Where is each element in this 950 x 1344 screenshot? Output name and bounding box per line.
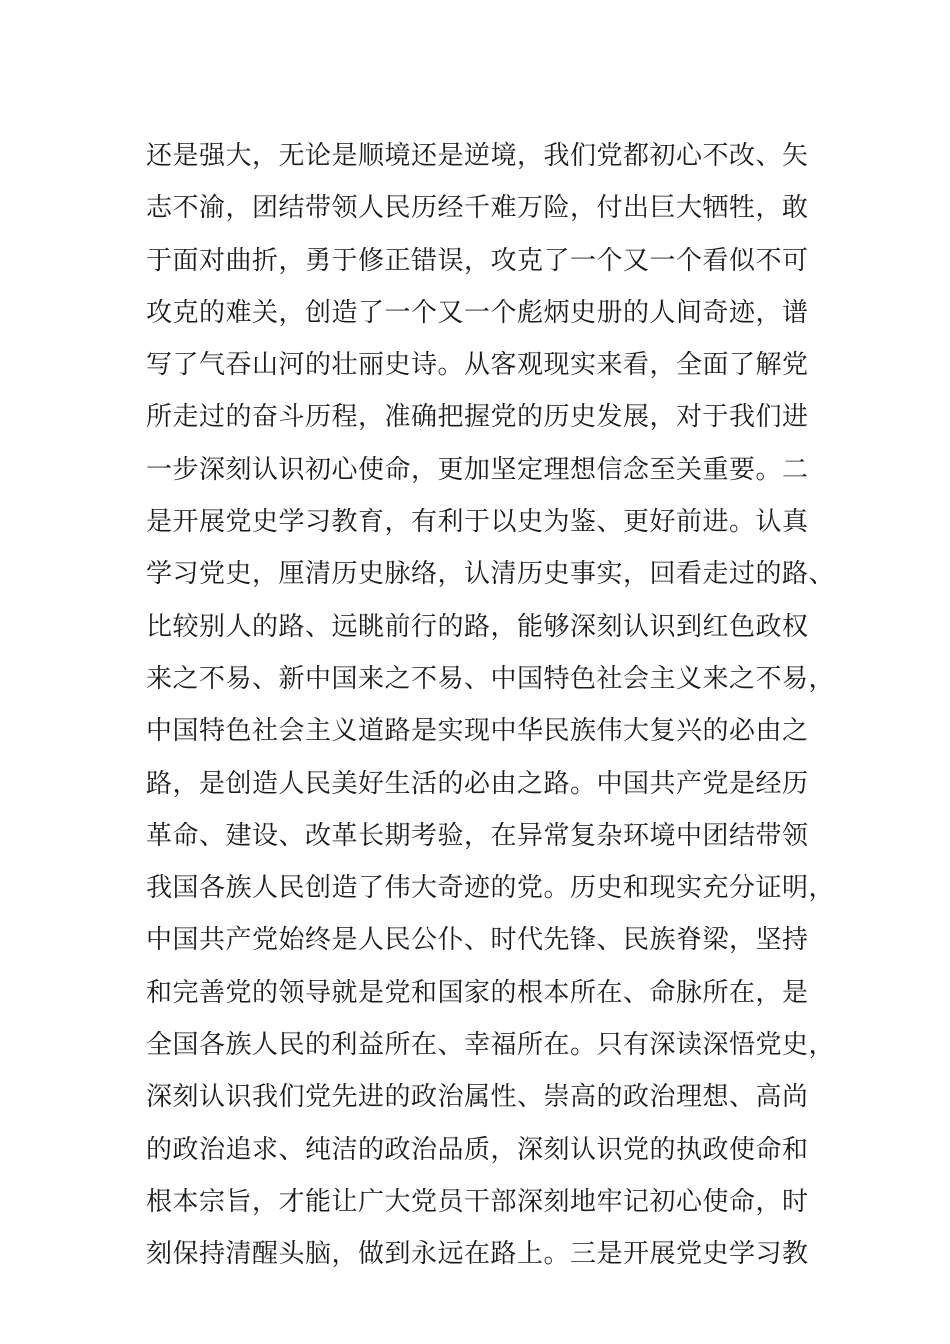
text-line: 写了气吞山河的壮丽史诗。从客观现实来看，全面了解党 xyxy=(146,350,809,381)
text-line: 攻克的难关，创造了一个又一个彪炳史册的人间奇迹，谱 xyxy=(146,297,809,328)
text-line: 根本宗旨，才能让广大党员干部深刻地牢记初心使命，时 xyxy=(146,1186,809,1217)
text-line: 是开展党史学习教育，有利于以史为鉴、更好前进。认真 xyxy=(146,507,809,538)
text-line: 革命、建设、改革长期考验，在异常复杂环境中团结带领 xyxy=(146,820,809,851)
text-line: 所走过的奋斗历程，准确把握党的历史发展，对于我们进 xyxy=(146,402,809,433)
text-line: 还是强大，无论是顺境还是逆境，我们党都初心不改、矢 xyxy=(146,141,809,171)
text-line: 志不渝，团结带领人民历经千难万险，付出巨大牺牲，敢 xyxy=(146,193,809,224)
text-line: 一步深刻认识初心使命，更加坚定理想信念至关重要。二 xyxy=(146,454,809,485)
text-line: 的政治追求、纯洁的政治品质，深刻认识党的执政使命和 xyxy=(146,1134,809,1165)
body-text xyxy=(146,130,836,1281)
text-line: 比较别人的路、远眺前行的路，能够深刻认识到红色政权 xyxy=(146,611,809,642)
text-line: 来之不易、新中国来之不易、中国特色社会主义来之不易， xyxy=(146,663,836,694)
text-line: 我国各族人民创造了伟大奇迹的党。历史和现实充分证明， xyxy=(146,873,836,904)
text-line: 刻保持清醒头脑，做到永远在路上。三是开展党史学习教 xyxy=(146,1239,809,1270)
text-line: 全国各族人民的利益所在、幸福所在。只有深读深悟党史， xyxy=(146,1030,836,1061)
text-line: 于面对曲折，勇于修正错误，攻克了一个又一个看似不可 xyxy=(146,245,809,276)
text-line: 中国共产党始终是人民公仆、时代先锋、民族脊梁，坚持 xyxy=(146,925,809,956)
text-line: 和完善党的领导就是党和国家的根本所在、命脉所在，是 xyxy=(146,977,809,1008)
text-line: 中国特色社会主义道路是实现中华民族伟大复兴的必由之 xyxy=(146,716,809,747)
text-line: 路，是创造人民美好生活的必由之路。中国共产党是经历 xyxy=(146,768,809,799)
text-line: 学习党史，厘清历史脉络，认清历史事实，回看走过的路、 xyxy=(146,559,836,590)
text-line: 深刻认识我们党先进的政治属性、崇高的政治理想、高尚 xyxy=(146,1082,809,1113)
